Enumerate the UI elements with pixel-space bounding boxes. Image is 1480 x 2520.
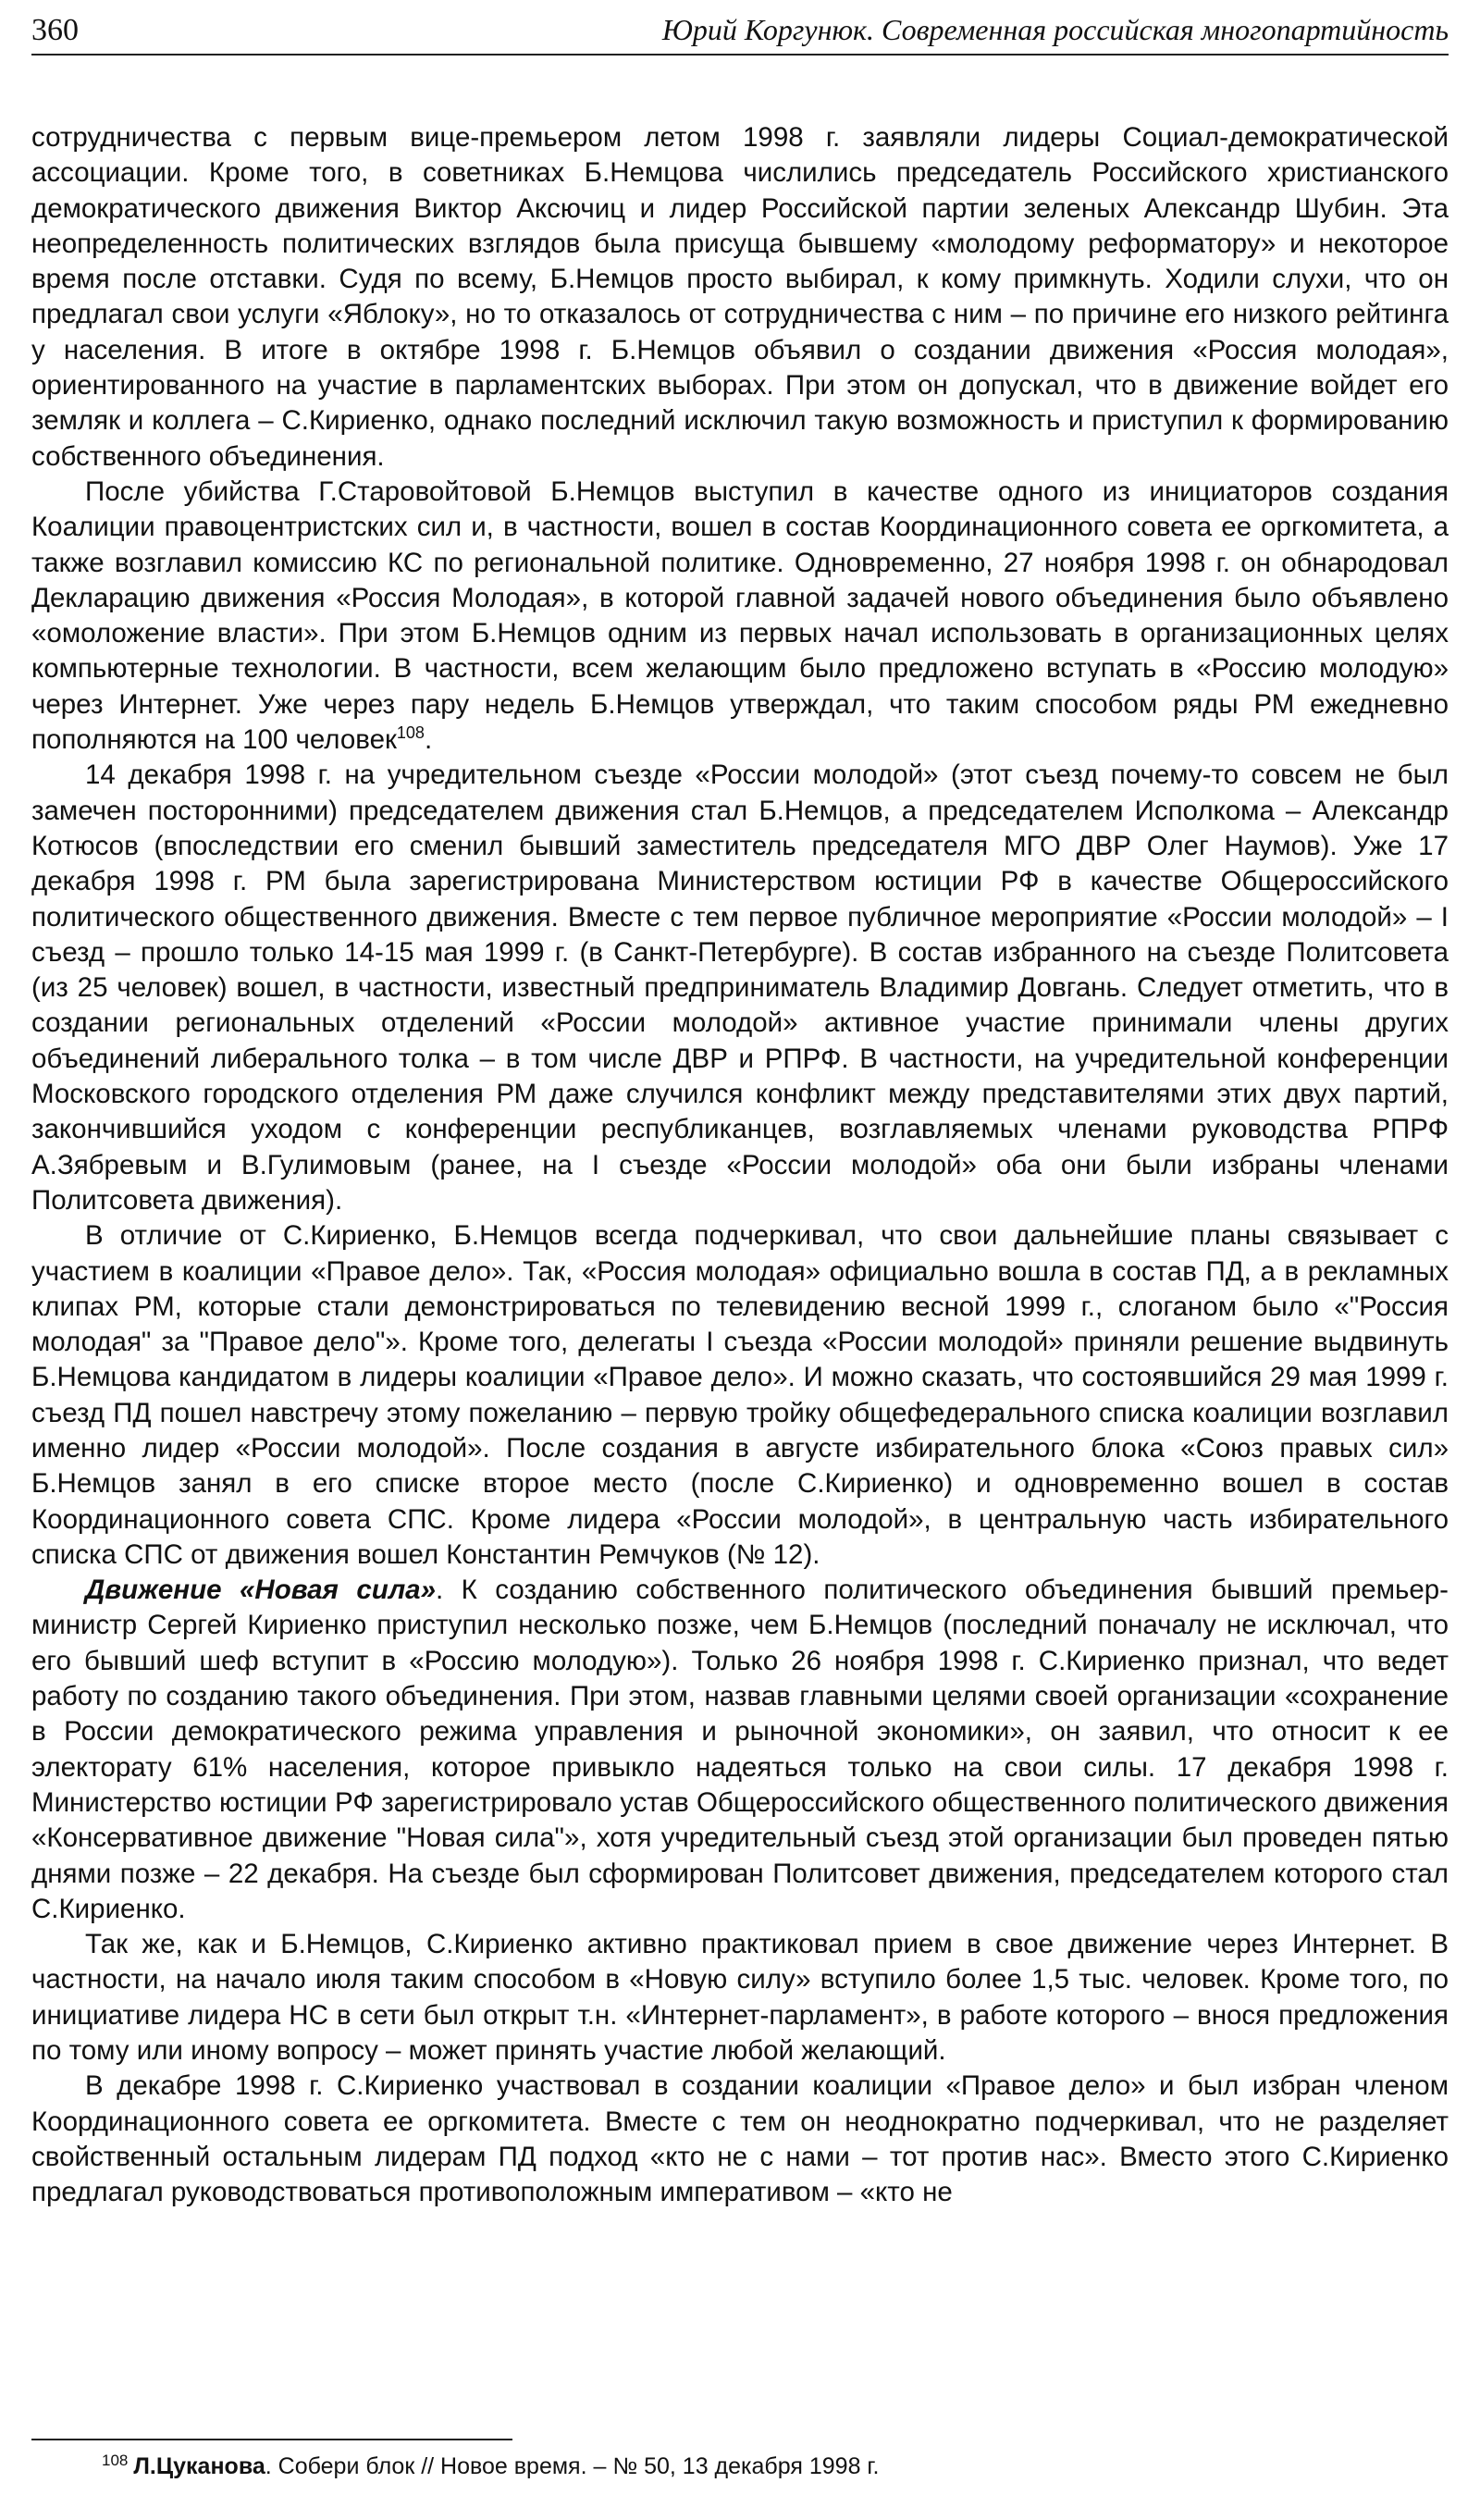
paragraph-5-text: . К созданию собственного политического объединения бывший премьер-министр Сергей Кириенко приступил несколько позже, чем Б.Немцов (последний поначалу не исключал, что его бывший шеф вступит в «Россию молодую»). Только 26 ноября 1998 г. С.Кириенко признал, что ведет работу по созданию такого объединения. При этом, назвав главными целями своей организации «сохранение в России демократического режима управления и рыночной экономики», он заявил, что относит к ее электорату 61% населения, которое привыкло надеяться только на свои силы. 17 декабря 1998 г. Министерство юстиции РФ зарегистрировало устав Общероссийского общественного политического движения «Консервативное движение "Новая сила"», хотя учредительный съезд этой организации был проведен пятью днями позже – 22 декабря. На съезде был сформирован Политсовет движения, председателем которого стал С.Кириенко. [31,1575,1449,1924]
footnote-author: Л.Цуканова [133,2453,265,2479]
footnote-number: 108 [102,2451,129,2469]
footnote-108 [102,2452,1449,2481]
paragraph-7: В декабре 1998 г. С.Кириенко участвовал в создании коалиции «Правое дело» и был избран членом Координационного совета ее оргкомитета. Вместе с тем он неоднократно подчеркивал, что не разделяет свойственный остальным лидерам ПД подход «кто не с нами – тот против нас». Вместо этого С.Кириенко предлагал руководствоваться противоположным императивом – «кто не [31,2070,1449,2208]
paragraph-3: 14 декабря 1998 г. на учредительном съезде «России молодой» (этот съезд почему-то совсем не был замечен посторонними) председателем движения стал Б.Немцов, а председателем Исполкома – Александр Котюсов (впоследствии его сменил бывший заместитель председателя МГО ДВР Олег Наумов). Уже 17 декабря 1998 г. РМ была зарегистрирована Министерством юстиции РФ в качестве Общероссийского политического общественного движения. Вместе с тем первое публичное мероприятие «России молодой» – I съезд – прошло только 14-15 мая 1999 г. (в Санкт-Петербурге). В состав избранного на съезде Политсовета (из 25 человек) вошел, в частности, известный предприниматель Владимир Довгань. Следует отметить, что в создании региональных отделений «России молодой» активное участие принимали члены других объединений либерального толка – в том числе ДВР и РПРФ. В частности, на учредительной конференции Московского городского отделения РМ даже случился конфликт между представителями этих двух партий, закончившийся уходом с конференции республиканцев, возглавляемых членами руководства РПРФ А.Зябревым и В.Гулимовым (ранее, на I съезде «России молодой» оба они были избраны членами Политсовета движения). [31,760,1449,1216]
footnote-text: . Собери блок // Новое время. – № 50, 13 декабря 1998 г. [265,2453,880,2479]
paragraph-2-end: . [424,724,433,756]
paragraph-4: В отличие от С.Кириенко, Б.Немцов всегда подчеркивал, что свои дальнейшие планы связывает с участием в коалиции «Правое дело». Так, «Россия молодая» официально вошла в состав ПД, а в рекламных клипах РМ, которые стали демонстрироваться по телевидению весной 1999 г., слоганом было «"Россия молодая" за "Правое дело"». Кроме того, делегаты I съезда «России молодой» приняли решение выдвинуть Б.Немцова кандидатом в лидеры коалиции «Правое дело». И можно сказать, что состоявшийся 29 мая 1999 г. съезд ПД пошел навстречу этому пожеланию – первую тройку общефедерального списка коалиции возглавил именно лидер «России молодой». После создания в августе избирательного блока «Союз правых сил» Б.Немцов занял в его списке второе место (после С.Кириенко) и одновременно вошел в состав Координационного совета СПС. Кроме лидера «России молодой», в центральную часть избирательного списка СПС от движения вошел Константин Ремчуков (№ 12). [31,1220,1449,1570]
paragraph-2 [31,475,1449,758]
main-text [31,120,1449,2211]
page-number: 360 [31,13,79,47]
footnote-ref-108[interactable]: 108 [396,723,425,743]
paragraph-2-text: После убийства Г.Старовойтовой Б.Немцов выступил в качестве одного из инициаторов создания Коалиции правоцентристских сил и, в частности, вошел в состав Координационного совета ее оргкомитета, а также возглавил комиссию КС по региональной политике. Одновременно, 27 ноября 1998 г. он обнародовал Декларацию движения «Россия Молодая», в которой главной задачей нового объединения было объявлено «омоложение власти». При этом Б.Немцов одним из первых начал использовать в организационных целях компьютерные технологии. В частности, всем желающим было предложено вступать в «Россию молодую» через Интернет. Уже через пару недель Б.Немцов утверждал, что таким способом ряды РМ ежедневно пополняются на 100 человек [31,476,1449,756]
paragraph-1: сотрудничества с первым вице-премьером летом 1998 г. заявляли лидеры Социал-демократической ассоциации. Кроме того, в советниках Б.Немцова числились председатель Российского христианского демократического движения Виктор Аксючиц и лидер Российской партии зеленых Александр Шубин. Эта неопределенность политических взглядов была присуща бывшему «молодому реформатору» и некоторое время после отставки. Судя по всему, Б.Немцов просто выбирал, к кому примкнуть. Ходили слухи, что он предлагал свои услуги «Яблоку», но то отказалось от сотрудничества с ним – по причине его низкого рейтинга у населения. В итоге в октябре 1998 г. Б.Немцов объявил о создании движения «Россия молодая», ориентированного на участие в парламентских выборах. При этом он допускал, что в движение войдет его земляк и коллега – С.Кириенко, однако последний исключил такую возможность и приступил к формированию собственного объединения. [31,122,1449,472]
paragraph-6: Так же, как и Б.Немцов, С.Кириенко активно практиковал прием в свое движение через Интернет. В частности, на начало июля таким способом в «Новую силу» вступило более 1,5 тыс. человек. Кроме того, по инициативе лидера НС в сети был открыт т.н. «Интернет-парламент», в работе которого – внося предложения по тому или иному вопросу – может принять участие любой желающий. [31,1929,1449,2067]
section-heading-new-force: Движение «Новая сила» [85,1575,436,1606]
paragraph-5 [31,1573,1449,1927]
footnote-divider [31,2439,512,2440]
page-header [31,9,1449,56]
running-title: Юрий Коргунюк. Современная российская многопартийность [661,13,1449,46]
